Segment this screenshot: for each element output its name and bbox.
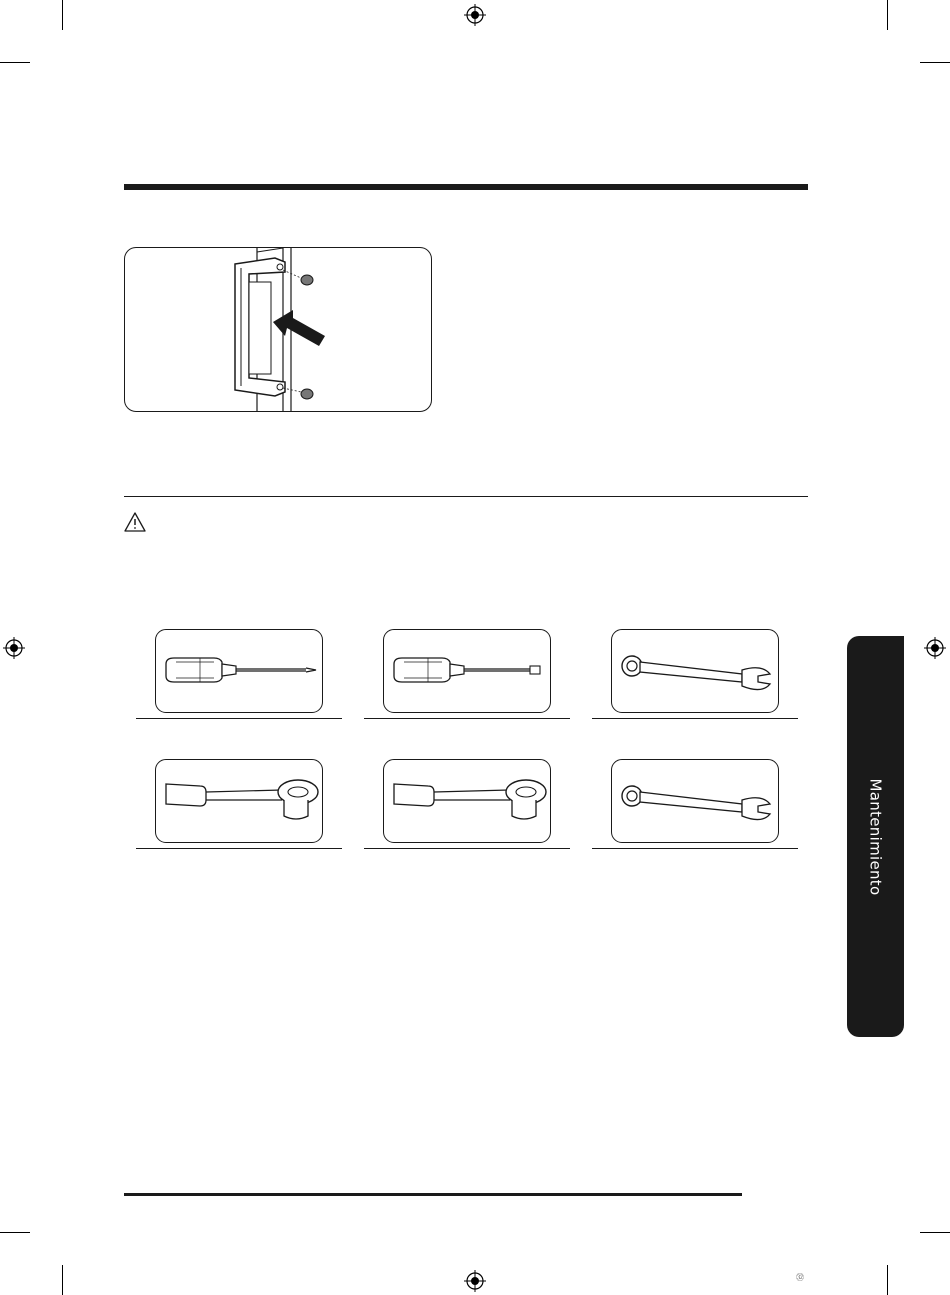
crop-mark xyxy=(0,1232,30,1233)
flathead-screwdriver-icon xyxy=(384,630,550,712)
socket-wrench-icon xyxy=(156,760,322,842)
crop-mark xyxy=(920,1232,950,1233)
page-number: ㉜ xyxy=(796,1273,804,1282)
registration-mark-icon xyxy=(464,1270,486,1292)
combination-wrench-icon xyxy=(612,630,778,712)
tool-caption-rule xyxy=(136,848,342,849)
warning-triangle-icon xyxy=(124,512,146,532)
socket-wrench-icon xyxy=(384,760,550,842)
tool-card xyxy=(155,629,323,713)
registration-mark-icon xyxy=(924,637,946,659)
crop-mark xyxy=(887,0,888,30)
footer-rule xyxy=(124,1193,742,1196)
tool-card xyxy=(155,759,323,843)
registration-mark-icon xyxy=(3,637,25,659)
section-header-rule xyxy=(124,184,808,190)
combination-wrench-icon xyxy=(612,760,778,842)
crop-mark xyxy=(920,62,950,63)
chapter-tab-text: Mantenimiento xyxy=(866,778,885,895)
tool-card xyxy=(611,759,779,843)
phillips-screwdriver-icon xyxy=(156,630,322,712)
section-divider xyxy=(124,496,808,497)
tool-caption-rule xyxy=(364,718,570,719)
crop-mark xyxy=(62,1265,63,1295)
tool-caption-rule xyxy=(364,848,570,849)
registration-mark-icon xyxy=(464,4,486,26)
tool-card xyxy=(383,759,551,843)
door-handle-illustration xyxy=(124,247,432,412)
crop-mark xyxy=(62,0,63,30)
tool-caption-rule xyxy=(592,718,798,719)
crop-mark xyxy=(887,1265,888,1295)
door-handle-press-icon xyxy=(125,248,431,411)
chapter-tab-label xyxy=(847,636,904,1037)
tool-caption-rule xyxy=(592,848,798,849)
tool-caption-rule xyxy=(136,718,342,719)
tool-card xyxy=(611,629,779,713)
crop-mark xyxy=(0,62,30,63)
tool-card xyxy=(383,629,551,713)
